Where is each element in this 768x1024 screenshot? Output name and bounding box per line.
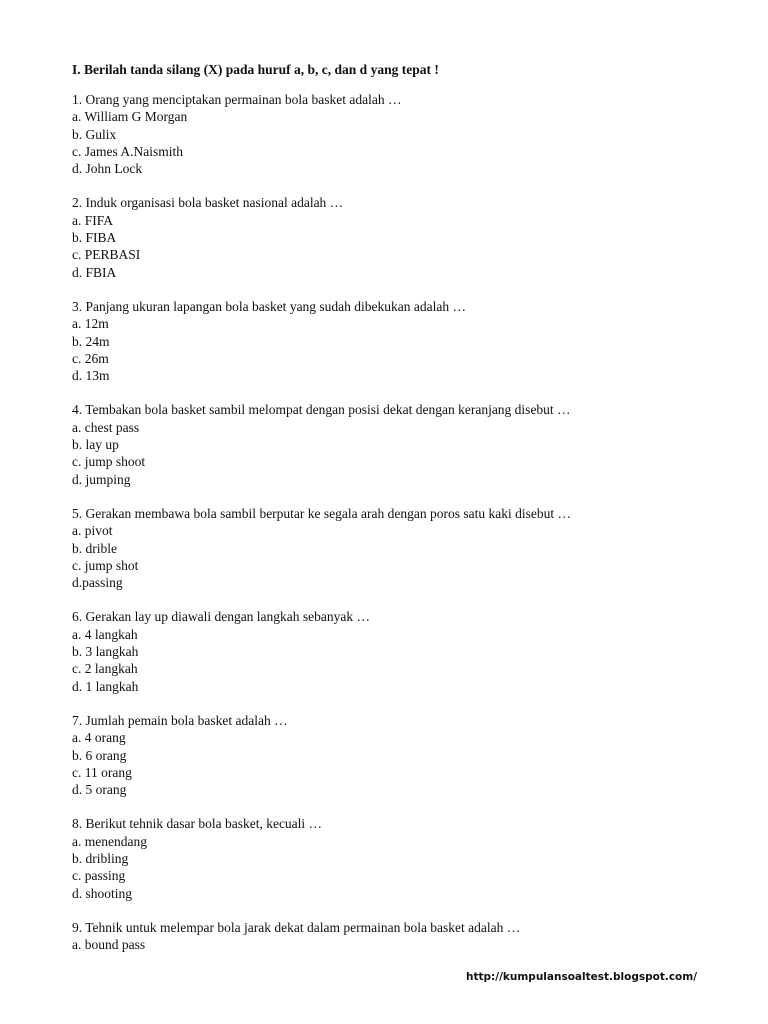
option-d: d. 1 langkah: [72, 678, 139, 694]
question-text: 6. Gerakan lay up diawali dengan langkah sebanyak …: [72, 609, 371, 625]
option-b: b. lay up: [72, 437, 119, 453]
question-text: 9. Tehnik untuk melempar bola jarak dekat dalam permainan bola basket adalah …: [72, 919, 521, 935]
option-d: d. 13m: [72, 368, 110, 384]
footer-url: http://kumpulansoaltest.blogspot.com/: [466, 971, 698, 983]
option-d: d. jumping: [72, 471, 131, 487]
question-3: [72, 298, 732, 384]
question-6: [72, 608, 732, 694]
option-a: a. William G Morgan: [72, 109, 188, 125]
question-7: [72, 712, 732, 798]
option-c: c. PERBASI: [72, 247, 141, 263]
option-a: a. 12m: [72, 316, 109, 332]
option-b: b. dribling: [72, 850, 129, 866]
question-2: [72, 194, 732, 280]
option-d: d. John Lock: [72, 161, 143, 177]
option-b: b. 3 langkah: [72, 644, 139, 660]
question-5: [72, 505, 732, 591]
question-text: 2. Induk organisasi bola basket nasional adalah …: [72, 195, 344, 211]
option-a: a. bound pass: [72, 937, 146, 953]
question-text: 5. Gerakan membawa bola sambil berputar ke segala arah dengan poros satu kaki disebut …: [72, 505, 571, 521]
option-c: c. 2 langkah: [72, 661, 138, 677]
section-heading: I. Berilah tanda silang (X) pada huruf a, b, c, dan d yang tepat !: [72, 62, 439, 77]
option-d: d. shooting: [72, 885, 133, 901]
option-c: c. James A.Naismith: [72, 143, 183, 159]
option-b: b. FIBA: [72, 230, 117, 246]
option-c: c. passing: [72, 868, 126, 884]
option-d: d.passing: [72, 575, 123, 591]
question-text: 1. Orang yang menciptakan permainan bola basket adalah …: [72, 92, 402, 107]
option-b: b. 24m: [72, 333, 110, 349]
question-1: [72, 91, 732, 177]
option-b: b. Gulix: [72, 126, 117, 142]
question-text: 4. Tembakan bola basket sambil melompat dengan posisi dekat dengan keranjang disebut …: [72, 402, 571, 418]
question-text: 8. Berikut tehnik dasar bola basket, kecuali …: [72, 816, 323, 832]
option-a: a. 4 langkah: [72, 626, 138, 642]
option-d: d. 5 orang: [72, 782, 127, 798]
question-text: 7. Jumlah pemain bola basket adalah …: [72, 712, 288, 728]
option-c: c. 26m: [72, 350, 109, 366]
option-c: c. 11 orang: [72, 764, 132, 780]
option-a: a. pivot: [72, 523, 113, 539]
option-d: d. FBIA: [72, 264, 117, 280]
option-b: b. 6 orang: [72, 747, 127, 763]
question-4: [72, 401, 732, 487]
option-c: c. jump shoot: [72, 454, 146, 470]
option-a: a. FIFA: [72, 212, 114, 228]
option-a: a. chest pass: [72, 419, 140, 435]
question-text: 3. Panjang ukuran lapangan bola basket yang sudah dibekukan adalah …: [72, 298, 467, 314]
option-a: a. 4 orang: [72, 730, 126, 746]
question-9: [72, 919, 732, 954]
worksheet-page: [72, 61, 732, 970]
option-c: c. jump shot: [72, 557, 139, 573]
option-b: b. drible: [72, 540, 117, 556]
option-a: a. menendang: [72, 833, 147, 849]
question-8: [72, 815, 732, 901]
